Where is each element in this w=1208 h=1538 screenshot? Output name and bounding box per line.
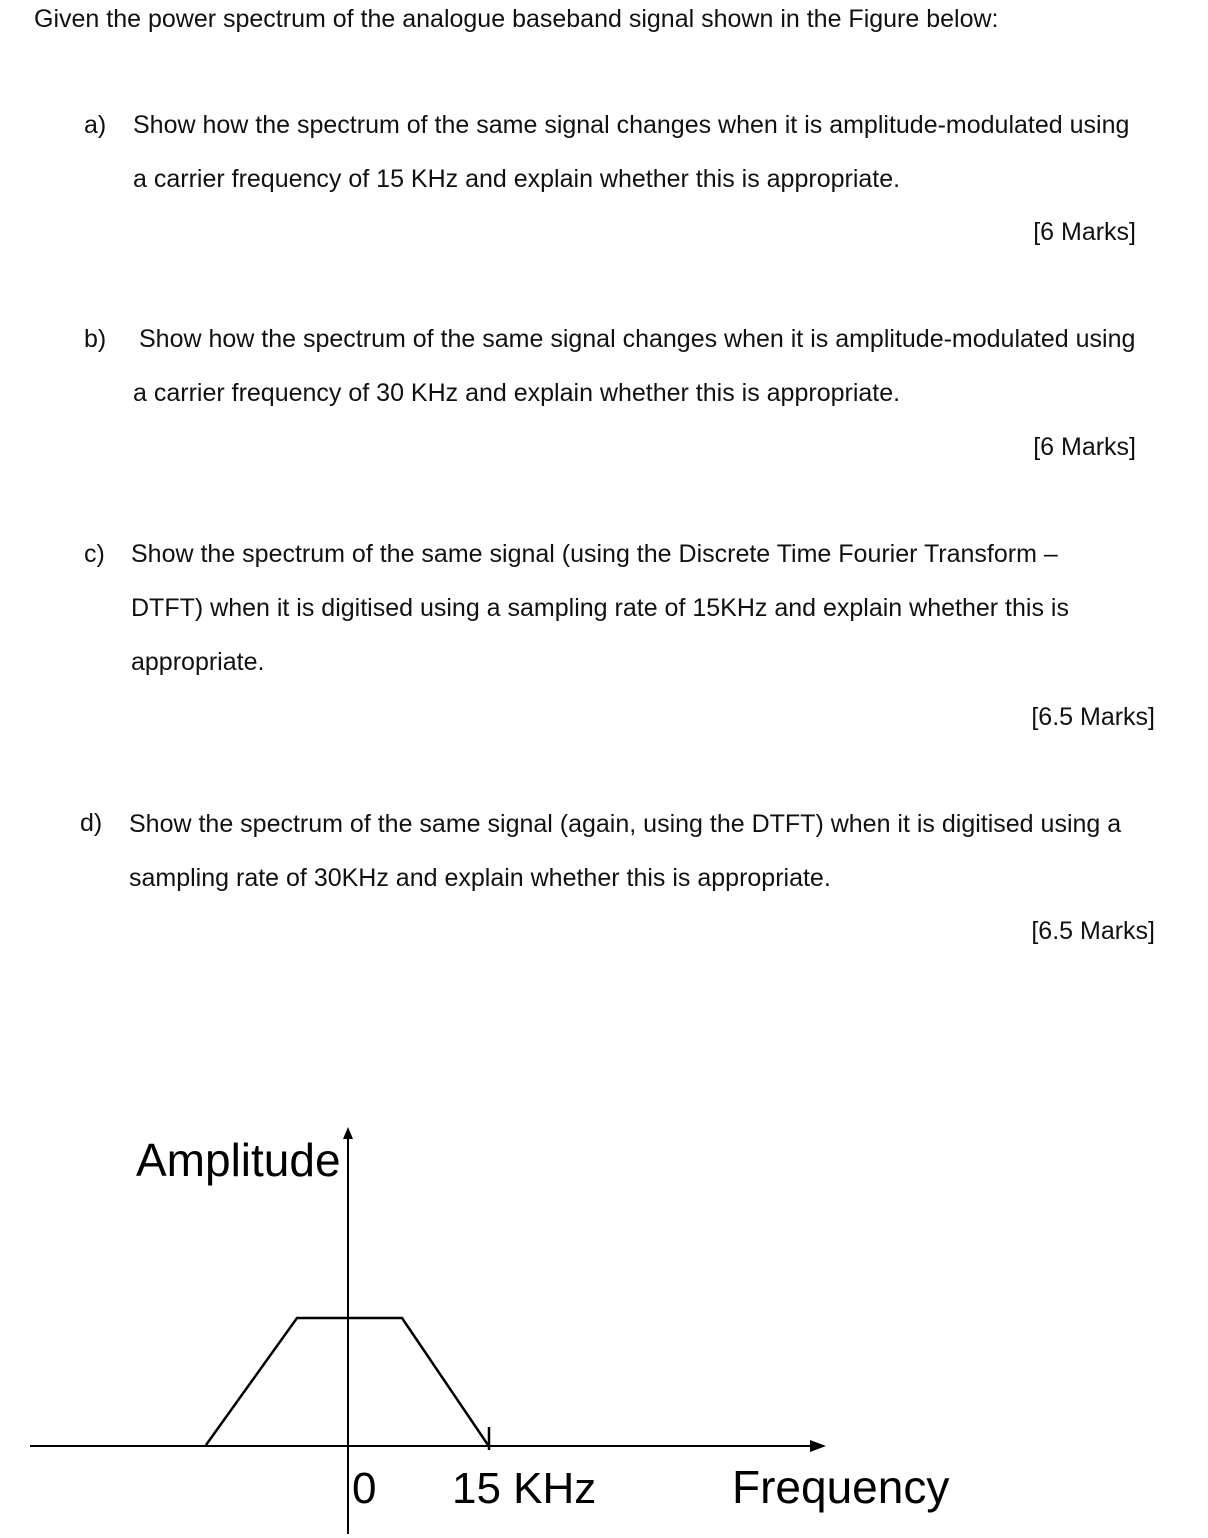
spectrum-figure: [0, 1100, 1208, 1538]
spectrum-diagram: [0, 1100, 1208, 1538]
origin-label: 0: [352, 1464, 377, 1513]
question-a-label: a): [84, 111, 107, 139]
question-d-text: Show the spectrum of the same signal (again, using the DTFT) when it is digitised using a sampling rate of 30KHz and explain whether this is appropriate.: [129, 810, 1122, 892]
question-b-label: b): [84, 325, 107, 353]
intro-text: Given the power spectrum of the analogue baseband signal shown in the Figure below:: [34, 5, 999, 33]
frequency-axis-arrowhead: [810, 1440, 826, 1452]
question-c-marks: [6.5 Marks]: [1031, 703, 1155, 731]
question-c-text: Show the spectrum of the same signal (using the Discrete Time Fourier Transform – DTFT) when it is digitised using a sampling rate of 15KHz and explain whether this is appropriate.: [131, 540, 1069, 676]
amplitude-label: Amplitude: [136, 1134, 341, 1186]
question-a-marks: [6 Marks]: [1033, 218, 1136, 246]
tick-label-15khz: 15 KHz: [452, 1464, 597, 1513]
question-d-label: d): [80, 809, 103, 837]
frequency-label: Frequency: [732, 1461, 950, 1513]
question-d-marks: [6.5 Marks]: [1031, 917, 1155, 945]
question-a-text: Show how the spectrum of the same signal changes when it is amplitude-modulated using a carrier frequency of 15 KHz and explain whether this is appropriate.: [133, 111, 1130, 193]
question-b-text: Show how the spectrum of the same signal changes when it is amplitude-modulated using a carrier frequency of 30 KHz and explain whether this is appropriate.: [133, 325, 1136, 407]
question-c-label: c): [84, 540, 105, 568]
question-b-marks: [6 Marks]: [1033, 433, 1136, 461]
amplitude-axis-arrowhead: [343, 1127, 353, 1139]
